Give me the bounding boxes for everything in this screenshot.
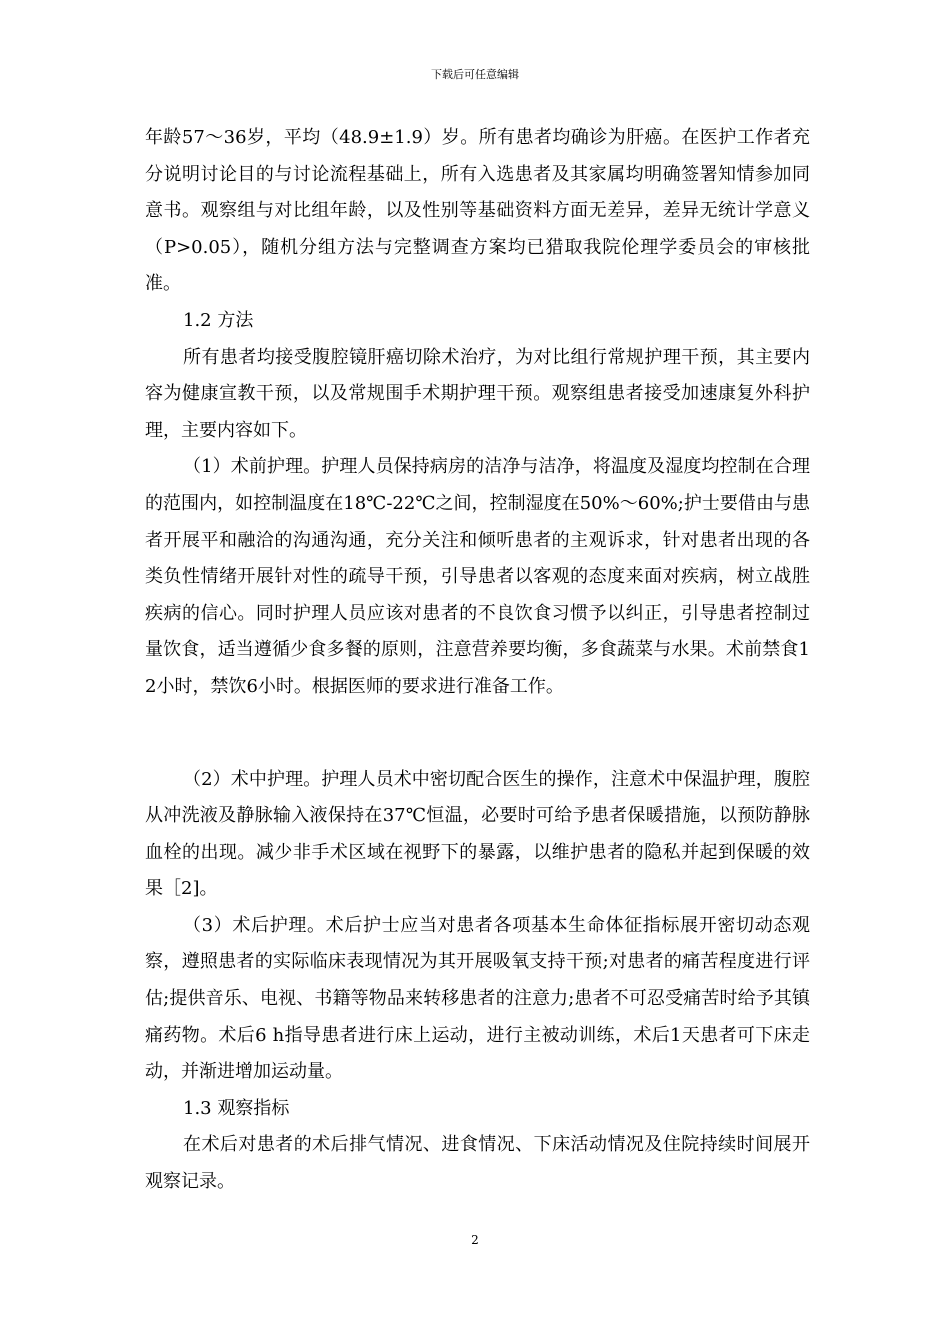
- paragraph-observation-indicators: 在术后对患者的术后排气情况、进食情况、下床活动情况及住院持续时间展开观察记录。: [145, 1134, 810, 1193]
- paragraph-intraoperative-care: （2）术中护理。护理人员术中密切配合医生的操作，注意术中保温护理，腹腔从冲洗液及静脉输入液保持在37℃恒温，必要时可给予患者保暖措施，以预防静脉血栓的出现。减少非手术区域在视野下的暴露，以维护患者的隐私并起到保暖的效果［2]。: [145, 768, 810, 900]
- paragraph-postoperative-care: （3）术后护理。术后护士应当对患者各项基本生命体征指标展开密切动态观察，遵照患者的实际临床表现情况为其开展吸氧支持干预;对患者的痛苦程度进行评估;提供音乐、电视、书籍等物品来转移患者的注意力;患者不可忍受痛苦时给予其镇痛药物。术后6 h指导患者进行床上运动，进行主被动训练，术后1天患者可下床走动，并渐进增加运动量。: [145, 914, 810, 1083]
- paragraph-spacer: [145, 706, 810, 762]
- paragraph-preoperative-care: （1）术前护理。护理人员保持病房的洁净与洁净，将温度及湿度均控制在合理的范围内，如控制温度在18℃-22℃之间，控制湿度在50%～60%;护士要借由与患者开展平和融洽的沟通沟通，充分关注和倾听患者的主观诉求，针对患者出现的各类负性情绪开展针对性的疏导干预，引导患者以客观的态度来面对疾病，树立战胜疾病的信心。同时护理人员应该对患者的不良饮食习惯予以纠正，引导患者控制过量饮食，适当遵循少食多餐的原则，注意营养要均衡，多食蔬菜与水果。术前禁食12小时，禁饮6小时。根据医师的要求进行准备工作。: [145, 456, 810, 697]
- page-header: 下载后可任意编辑: [431, 68, 519, 81]
- section-heading-methods: 1.2 方法: [183, 309, 254, 331]
- paragraph-methods-intro: 所有患者均接受腹腔镜肝癌切除术治疗，为对比组行常规护理干预，其主要内容为健康宣教干预，以及常规围手术期护理干预。观察组患者接受加速康复外科护理，主要内容如下。: [145, 346, 810, 441]
- page-number: 2: [471, 1233, 479, 1247]
- document-body: [145, 120, 810, 1201]
- section-heading-observation-indicators: 1.3 观察指标: [183, 1097, 290, 1119]
- paragraph-patient-info: 年龄57～36岁，平均（48.9±1.9）岁。所有患者均确诊为肝癌。在医护工作者充分说明讨论目的与讨论流程基础上，所有入选患者及其家属均明确签署知情参加同意书。观察组与对比组年龄，以及性别等基础资料方面无差异，差异无统计学意义（P>0.05），随机分组方法与完整调查方案均已猎取我院伦理学委员会的审核批准。: [145, 127, 810, 295]
